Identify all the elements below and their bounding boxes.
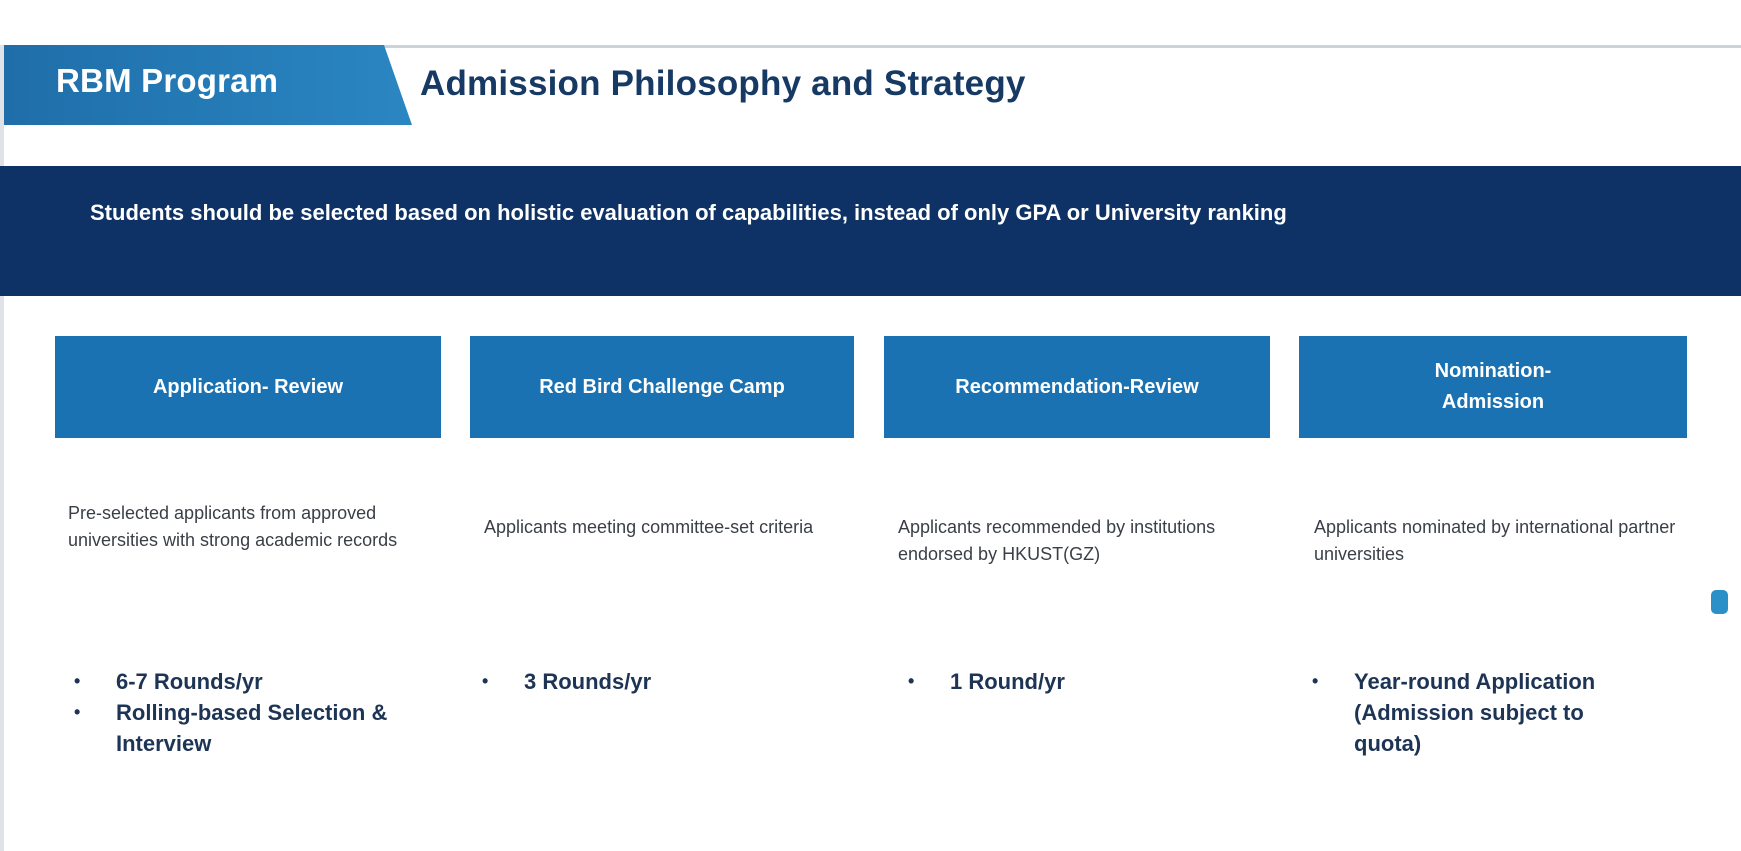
page-title: Admission Philosophy and Strategy	[420, 64, 1026, 103]
rounds-text: 3 Rounds/yr	[524, 669, 652, 694]
list-item	[908, 666, 1258, 697]
bullet-icon: •	[482, 671, 489, 691]
rounds-text: 6-7 Rounds/yr	[116, 669, 263, 694]
stage-criteria: Applicants meeting committee-set criteria	[484, 517, 814, 537]
bullet-icon: •	[74, 671, 81, 691]
stage-label: Red Bird Challenge Camp	[539, 375, 785, 398]
rounds-list	[74, 666, 444, 759]
list-item	[482, 666, 842, 697]
stage-criteria: Applicants nominated by international partner universities	[1314, 517, 1676, 564]
list-item	[1312, 666, 1652, 759]
list-item	[74, 666, 444, 697]
rounds-list	[908, 666, 1258, 697]
philosophy-banner	[0, 166, 1741, 296]
stage-criteria: Pre-selected applicants from approved universities with strong academic records	[68, 503, 398, 550]
rounds-list	[1312, 666, 1652, 759]
bullet-icon: •	[1312, 671, 1319, 691]
list-item	[74, 697, 444, 759]
stage-box-red-bird-challenge-camp	[470, 336, 854, 438]
stage-box-recommendation-review	[884, 336, 1270, 438]
stage-label: Recommendation-Review	[955, 375, 1199, 398]
stage-box-nomination-admission	[1299, 336, 1687, 438]
rounds-text: Year-round Application (Admission subject to quota)	[1354, 669, 1596, 756]
rounds-text: Rolling-based Selection & Interview	[116, 700, 388, 756]
stage-criteria: Applicants recommended by institutions endorsed by HKUST(GZ)	[898, 517, 1216, 564]
rounds-list	[482, 666, 842, 697]
program-label: RBM Program	[56, 62, 279, 99]
stage-label: Application- Review	[152, 375, 344, 398]
philosophy-statement: Students should be selected based on holistic evaluation of capabilities, instead of only GPA or University ranking	[90, 200, 1287, 225]
stage-label: Nomination-Admission	[1434, 360, 1552, 413]
bullet-icon: •	[908, 671, 915, 691]
stage-box-application-review	[55, 336, 441, 438]
scroll-handle[interactable]	[1711, 590, 1728, 614]
rounds-text: 1 Round/yr	[950, 669, 1065, 694]
bullet-icon: •	[74, 702, 81, 722]
